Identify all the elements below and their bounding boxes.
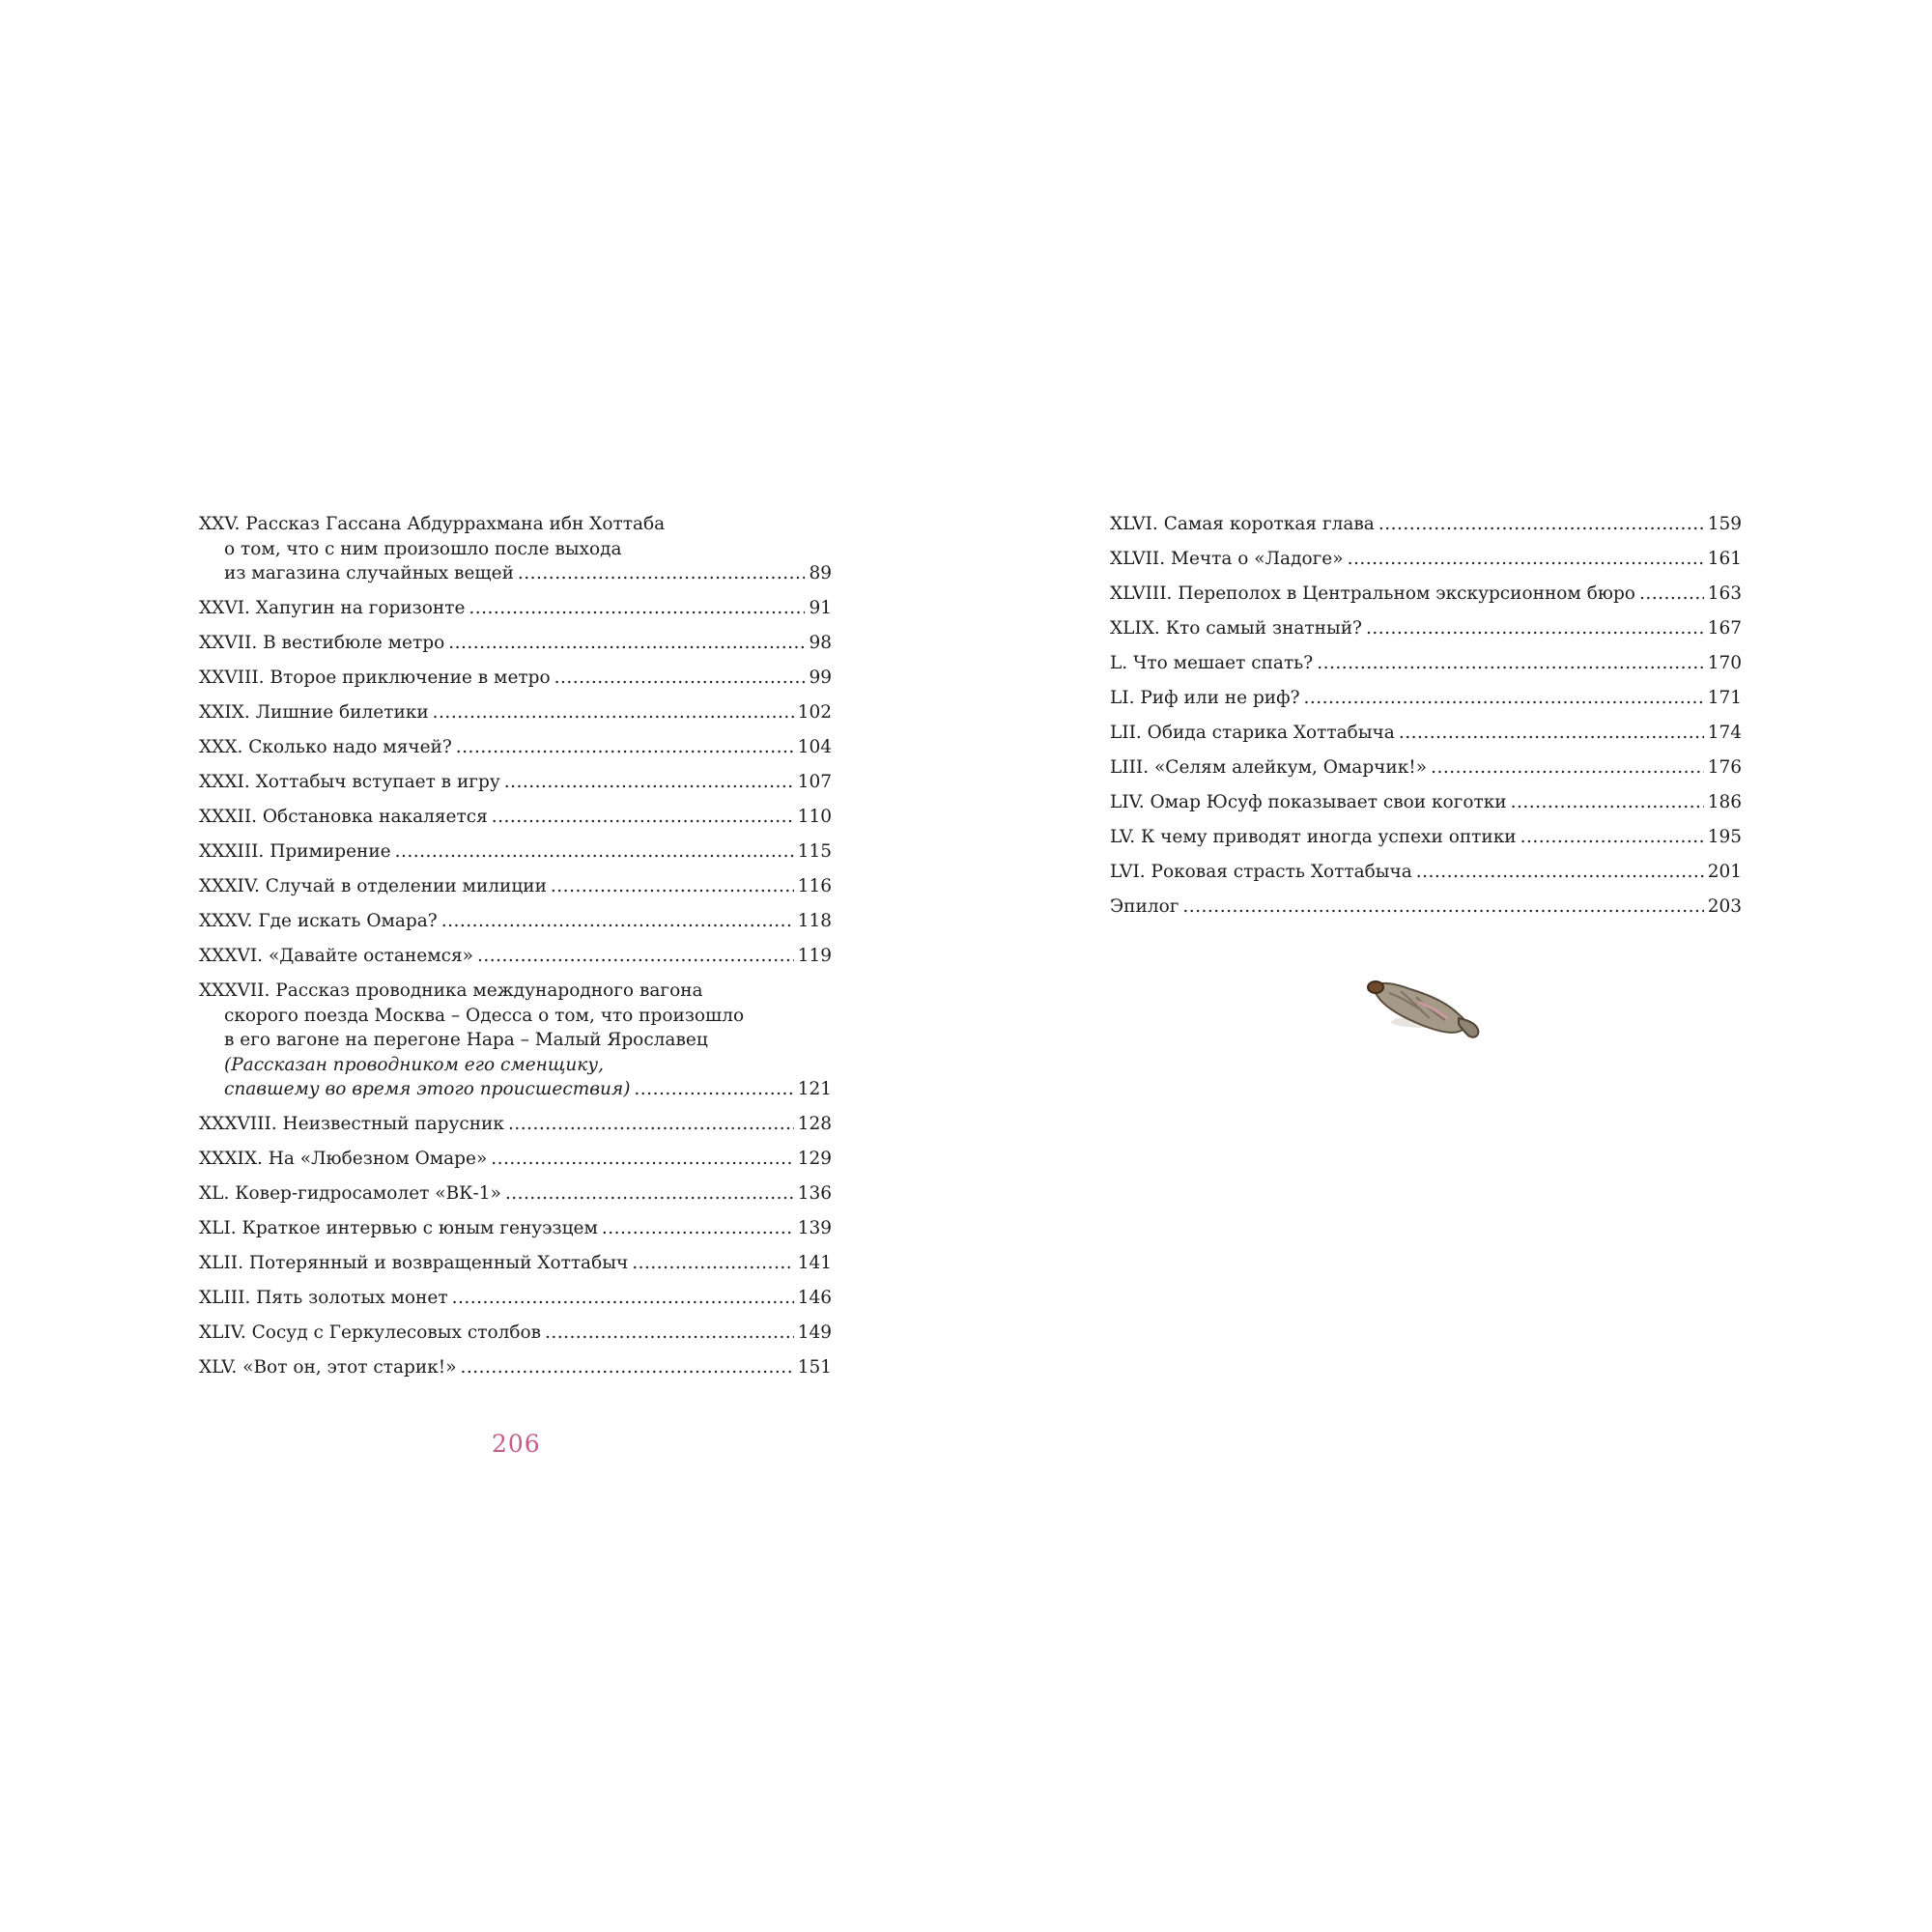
toc-entry-page: 99 <box>809 668 832 688</box>
toc-entry-last-line <box>1110 582 1742 607</box>
toc-entry-page: 201 <box>1707 862 1742 882</box>
dot-leader <box>433 700 794 725</box>
toc-entry-last-line <box>199 909 832 934</box>
toc-entry <box>199 596 832 621</box>
toc-entry-page: 91 <box>809 598 832 618</box>
toc-entry <box>199 944 832 969</box>
toc-entry-title: XXXII. Обстановка накаляется <box>199 807 488 827</box>
dot-leader <box>632 1251 794 1276</box>
dot-leader <box>1416 860 1704 885</box>
toc-entry-page: 128 <box>797 1114 832 1134</box>
toc-entry-page: 170 <box>1707 653 1742 673</box>
toc-entry-last-line <box>199 770 832 795</box>
toc-entry <box>1110 651 1742 676</box>
toc-entry-page: 119 <box>797 946 832 966</box>
dot-leader <box>602 1216 794 1241</box>
toc-entry-page: 161 <box>1707 549 1742 569</box>
toc-entry-title: L. Что мешает спать? <box>1110 653 1314 673</box>
toc-entry-title: XXXVI. «Давайте останемся» <box>199 946 473 966</box>
toc-entry-title: XLIII. Пять золотых монет <box>199 1288 448 1308</box>
dot-leader <box>504 770 794 795</box>
toc-entry-page: 176 <box>1707 757 1742 778</box>
toc-entry-line: скорого поезда Москва – Одесса о том, что произошло <box>224 1005 745 1026</box>
toc-entry-title: XLVI. Самая короткая глава <box>1110 514 1375 534</box>
toc-entry-page: 203 <box>1707 896 1742 917</box>
dot-leader <box>551 874 794 899</box>
dot-leader <box>1348 547 1704 572</box>
toc-entry-title: XXXV. Где искать Омара? <box>199 911 438 931</box>
vessel-neck <box>1459 1018 1478 1037</box>
dot-leader <box>1182 895 1703 920</box>
dot-leader <box>634 1077 793 1102</box>
toc-entry <box>199 909 832 934</box>
dot-leader <box>461 1355 794 1380</box>
toc-entry-title: XL. Ковер-гидросамолет «ВК-1» <box>199 1183 501 1204</box>
toc-entry-page: 136 <box>797 1183 832 1204</box>
dot-leader <box>1378 512 1704 537</box>
toc-entry-title: XLV. «Вот он, этот старик!» <box>199 1357 457 1378</box>
toc-entry-last-line <box>199 1321 832 1346</box>
toc-entry <box>199 1216 832 1241</box>
toc-entry-title: спавшему во время этого происшествия) <box>224 1079 631 1099</box>
toc-entry-title: XXX. Сколько надо мячей? <box>199 737 452 757</box>
toc-entry-last-line <box>199 631 832 656</box>
toc-entry-page: 163 <box>1707 583 1742 604</box>
vessel-icon <box>1362 976 1488 1045</box>
toc-entry <box>199 631 832 656</box>
dot-leader <box>395 839 794 865</box>
toc-entry-last-line <box>199 839 832 865</box>
toc-entry-title: XXXI. Хоттабыч вступает в игру <box>199 772 500 792</box>
toc-entry-last-line <box>199 1112 832 1137</box>
toc-entry-last-line <box>199 805 832 830</box>
toc-left-column <box>199 512 832 1390</box>
toc-entry-last-line <box>1110 547 1742 572</box>
toc-entry-line: в его вагоне на перегоне Нара – Малый Ярославец <box>224 1030 708 1050</box>
vessel-mouth <box>1368 981 1383 993</box>
toc-entry-title: XLVII. Мечта о «Ладоге» <box>1110 549 1344 569</box>
toc-entry-title: из магазина случайных вещей <box>224 563 514 583</box>
toc-entry <box>199 1112 832 1137</box>
toc-entry-last-line <box>1110 825 1742 850</box>
dot-leader <box>491 1147 793 1172</box>
toc-entry-page: 89 <box>809 563 832 583</box>
toc-entry-last-line <box>1110 860 1742 885</box>
toc-entry-last-line <box>199 700 832 725</box>
toc-entry-page: 115 <box>797 841 832 862</box>
toc-entry <box>199 770 832 795</box>
toc-entry-title: XXIX. Лишние билетики <box>199 702 429 723</box>
toc-entry-page: 174 <box>1707 723 1742 743</box>
toc-entry-title: XXVIII. Второе приключение в метро <box>199 668 551 688</box>
toc-entry-page: 139 <box>797 1218 832 1238</box>
toc-entry-title: XXXIX. На «Любезном Омаре» <box>199 1149 488 1169</box>
page-number: 206 <box>492 1430 541 1458</box>
toc-entry-last-line <box>1110 755 1742 781</box>
toc-entry-last-line <box>1110 616 1742 641</box>
toc-entry-page: 116 <box>797 876 832 896</box>
dot-leader <box>492 805 794 830</box>
dot-leader <box>1520 825 1704 850</box>
dot-leader <box>441 909 794 934</box>
toc-entry-last-line <box>199 1216 832 1241</box>
dot-leader <box>545 1321 794 1346</box>
toc-entry <box>1110 616 1742 641</box>
toc-entry <box>199 1251 832 1276</box>
toc-entry-title: LII. Обида старика Хоттабыча <box>1110 723 1395 743</box>
toc-entry-last-line <box>1110 686 1742 711</box>
toc-right-column <box>1110 512 1742 929</box>
toc-entry-last-line <box>199 1147 832 1172</box>
dot-leader <box>448 631 805 656</box>
toc-entry-title: Эпилог <box>1110 896 1179 917</box>
toc-entry-page: 102 <box>797 702 832 723</box>
dot-leader <box>469 596 805 621</box>
toc-entry <box>1110 755 1742 781</box>
dot-leader <box>1431 755 1704 781</box>
toc-entry-title: XLII. Потерянный и возвращенный Хоттабыч <box>199 1253 629 1273</box>
dot-leader <box>508 1112 794 1137</box>
toc-entry <box>199 839 832 865</box>
toc-entry-title: LI. Риф или не риф? <box>1110 688 1300 708</box>
toc-entry-last-line <box>199 561 832 586</box>
toc-entry <box>1110 547 1742 572</box>
toc-entry-title: LVI. Роковая страсть Хоттабыча <box>1110 862 1412 882</box>
toc-entry <box>1110 825 1742 850</box>
dot-leader <box>1317 651 1704 676</box>
toc-entry-title: XLIX. Кто самый знатный? <box>1110 618 1362 639</box>
toc-entry <box>199 1147 832 1172</box>
toc-entry <box>1110 721 1742 746</box>
toc-entry-title: XLVIII. Переполох в Центральном экскурсионном бюро <box>1110 583 1635 604</box>
toc-entry <box>199 512 832 586</box>
toc-entry-page: 195 <box>1707 827 1742 847</box>
toc-entry-last-line <box>1110 895 1742 920</box>
toc-entry <box>199 979 832 1102</box>
dot-leader <box>518 561 806 586</box>
toc-entry-page: 118 <box>797 911 832 931</box>
toc-entry-last-line <box>199 596 832 621</box>
toc-entry-page: 121 <box>797 1079 832 1099</box>
toc-entry-page: 159 <box>1707 514 1742 534</box>
toc-entry-page: 171 <box>1707 688 1742 708</box>
toc-entry-page: 149 <box>797 1322 832 1343</box>
toc-entry-page: 110 <box>797 807 832 827</box>
toc-entry-title: XXVII. В вестибюле метро <box>199 633 445 653</box>
toc-entry-page: 98 <box>809 633 832 653</box>
toc-entry-page: 146 <box>797 1288 832 1308</box>
toc-entry-page: 104 <box>797 737 832 757</box>
toc-entry-page: 107 <box>797 772 832 792</box>
toc-entry-title: LIII. «Селям алейкум, Омарчик!» <box>1110 757 1428 778</box>
toc-entry-last-line <box>1110 721 1742 746</box>
dot-leader <box>1639 582 1704 607</box>
toc-entry-last-line <box>199 735 832 760</box>
toc-entry <box>199 1355 832 1380</box>
toc-entry-page: 186 <box>1707 792 1742 812</box>
toc-entry <box>1110 582 1742 607</box>
toc-entry <box>199 1286 832 1311</box>
toc-entry <box>1110 895 1742 920</box>
dot-leader <box>1366 616 1704 641</box>
toc-entry <box>199 1321 832 1346</box>
toc-entry <box>199 874 832 899</box>
toc-entry <box>1110 860 1742 885</box>
toc-entry-last-line <box>199 944 832 969</box>
vessel-illustration <box>1362 976 1488 1045</box>
toc-entry-line-italic: (Рассказан проводником его сменщику, <box>224 1054 604 1075</box>
toc-entry-line: XXXVII. Рассказ проводника международного вагона <box>199 980 703 1001</box>
dot-leader <box>477 944 794 969</box>
toc-entry-last-line <box>199 874 832 899</box>
dot-leader <box>456 735 794 760</box>
toc-entry-title: LV. К чему приводят иногда успехи оптики <box>1110 827 1517 847</box>
dot-leader <box>1399 721 1704 746</box>
toc-entry-last-line <box>199 1251 832 1276</box>
toc-entry-page: 167 <box>1707 618 1742 639</box>
toc-entry <box>1110 686 1742 711</box>
dot-leader <box>1511 790 1704 815</box>
toc-entry <box>199 735 832 760</box>
toc-entry-last-line <box>1110 651 1742 676</box>
dot-leader <box>505 1181 794 1207</box>
toc-entry-title: XXVI. Хапугин на горизонте <box>199 598 466 618</box>
toc-entry-last-line <box>199 1077 832 1102</box>
toc-entry-last-line <box>199 666 832 691</box>
toc-entry <box>199 1181 832 1207</box>
dot-leader <box>452 1286 794 1311</box>
dot-leader <box>1304 686 1704 711</box>
toc-entry-last-line <box>1110 512 1742 537</box>
toc-entry-line: XXV. Рассказ Гассана Абдуррахмана ибн Хоттаба <box>199 514 666 534</box>
toc-entry-last-line <box>199 1286 832 1311</box>
toc-entry-title: XLI. Краткое интервью с юным генуэзцем <box>199 1218 598 1238</box>
toc-entry-title: XLIV. Сосуд с Геркулесовых столбов <box>199 1322 542 1343</box>
toc-entry-title: XXXVIII. Неизвестный парусник <box>199 1114 504 1134</box>
toc-entry-page: 141 <box>797 1253 832 1273</box>
toc-entry-title: XXXIII. Примирение <box>199 841 391 862</box>
dot-leader <box>554 666 806 691</box>
toc-entry-last-line <box>199 1355 832 1380</box>
toc-entry <box>199 805 832 830</box>
toc-entry <box>199 700 832 725</box>
toc-entry-page: 151 <box>797 1357 832 1378</box>
toc-entry-title: LIV. Омар Юсуф показывает свои коготки <box>1110 792 1507 812</box>
toc-entry-page: 129 <box>797 1149 832 1169</box>
toc-entry-last-line <box>199 1181 832 1207</box>
toc-entry-title: XXXIV. Случай в отделении милиции <box>199 876 547 896</box>
toc-entry-line: о том, что с ним произошло после выхода <box>224 538 622 559</box>
toc-entry <box>1110 790 1742 815</box>
toc-entry-last-line <box>1110 790 1742 815</box>
toc-entry <box>1110 512 1742 537</box>
toc-entry <box>199 666 832 691</box>
